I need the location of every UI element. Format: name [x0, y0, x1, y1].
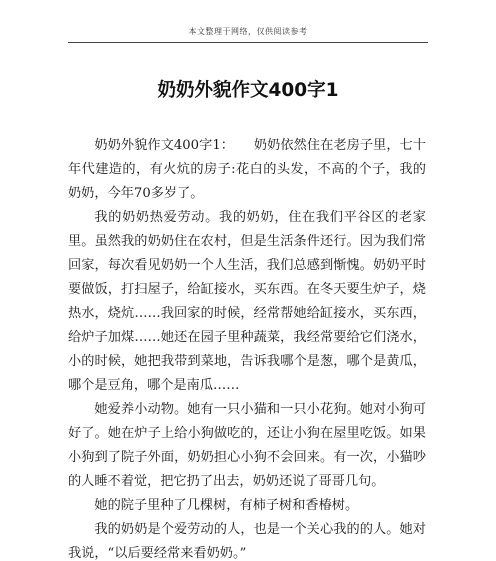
document-title: 奶奶外貌作文400字1 [157, 80, 339, 101]
header-divider [68, 42, 428, 43]
paragraph-3: 她爱养小动物。她有一只小猫和一只小花狗。她对小狗可好了。她在炉子上给小狗做吃的，还让小狗在屋里吃饭。如果小狗到了院子外面，奶奶担心小狗不会回来。有一次，小猫吵的人睡不着觉，把它扔了出去，奶奶还说了哥哥几句。 [68, 402, 426, 489]
paragraph-4: 她的院子里种了几棵树，有柿子树和香椿树。 [94, 498, 359, 513]
document-body [68, 134, 426, 561]
paragraph-1: 奶奶外貌作文400字1： 奶奶依然住在老房子里，七十年代建造的，有火炕的房子:花白的头发，不高的个子，我的奶奶，今年70多岁了。 [68, 138, 426, 201]
paragraph-5: 我的奶奶是个爱劳动的人，也是一个关心我的的人。她对我说，“以后要经常来看奶奶。” [68, 522, 426, 561]
paragraph-2: 我的奶奶热爱劳动。我的奶奶，住在我们平谷区的老家里。虽然我的奶奶住在农村，但是生活条件还行。因为我们常回家，每次看见奶奶一个人生活，我们总感到惭愧。奶奶平时要做饭，打扫屋子，给缸接水，买东西。在冬天要生炉子，烧热水，烧炕……我回家的时候，经常帮她给缸接水，买东西，给炉子加煤……她还在园子里种蔬菜，我经常要给它们浇水，小的时候，她把我带到菜地，告诉我哪个是葱，哪个是黄瓜，哪个是豆角，哪个是南瓜…… [68, 210, 426, 393]
header-note: 本文整理于网络，仅供阅读参考 [188, 27, 308, 36]
